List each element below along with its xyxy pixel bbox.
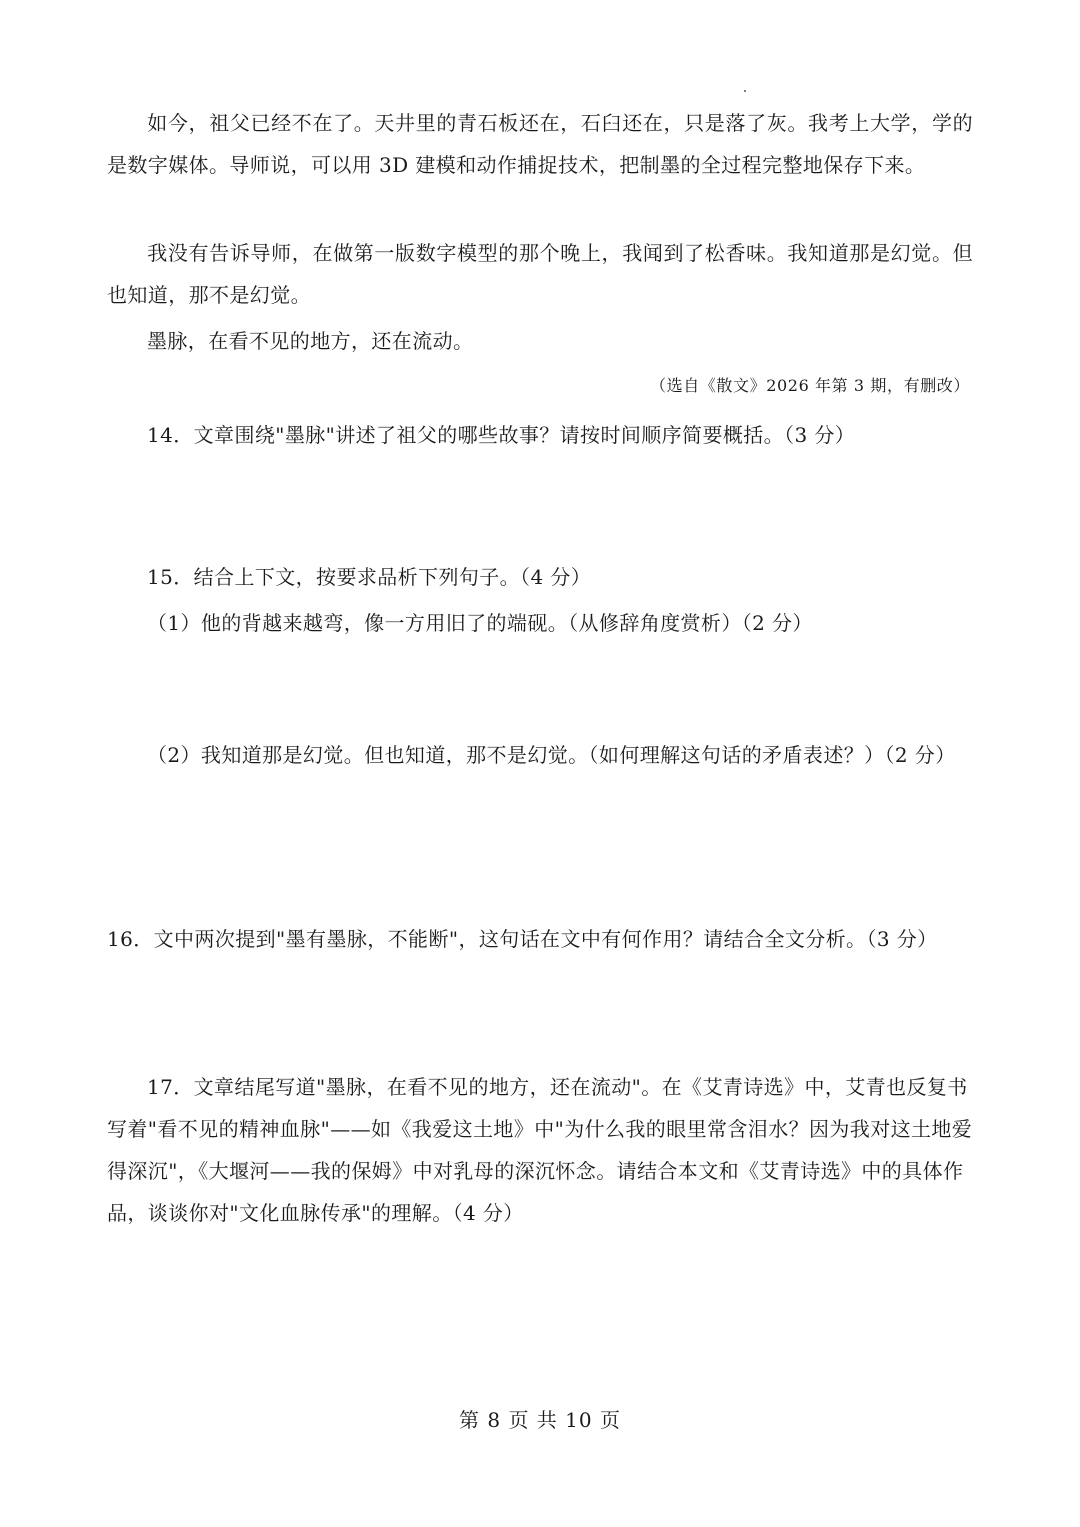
passage-paragraph-1-text: 如今，祖父已经不在了。天井里的青石板还在，石臼还在，只是落了灰。我考上大学，学的是数字媒体。导师说，可以用 3D 建模和动作捕捉技术，把制墨的全过程完整地保存下来。 (107, 111, 973, 177)
question-14-text: 14．文章围绕"墨脉"讲述了祖父的哪些故事？请按时间顺序简要概括。（3 分） (147, 423, 856, 447)
passage-source: （选自《散文》2026 年第 3 期，有删改） (650, 376, 970, 395)
passage-paragraph-3 (107, 320, 973, 362)
question-14 (107, 414, 973, 456)
passage-paragraph-3-text: 墨脉，在看不见的地方，还在流动。 (147, 329, 474, 353)
question-15-part-1-text: （1）他的背越来越弯，像一方用旧了的端砚。（从修辞角度赏析）（2 分） (147, 611, 813, 635)
question-15-part-1 (107, 602, 973, 644)
question-17-text: 17．文章结尾写道"墨脉，在看不见的地方，还在流动"。在《艾青诗选》中，艾青也反复书写着"看不见的精神血脉"——如《我爱这土地》中"为什么我的眼里常含泪水？因为我对这土地爱得深沉"，《大堰河——我的保姆》中对乳母的深沉怀念。请结合本文和《艾青诗选》中的具体作品，谈谈你对"文化血脉传承"的理解。（4 分） (107, 1075, 973, 1225)
question-15-part-2 (107, 734, 973, 776)
question-16 (107, 876, 973, 960)
question-15 (107, 556, 973, 598)
passage-paragraph-2 (107, 232, 973, 316)
page-number: 第 8 页 共 10 页 (459, 1408, 621, 1432)
stray-dot (744, 90, 746, 92)
passage-paragraph-1 (107, 102, 973, 186)
question-15-text: 15．结合上下文，按要求品析下列句子。（4 分） (147, 565, 592, 589)
question-15-part-2-text: （2）我知道那是幻觉。但也知道，那不是幻觉。（如何理解这句话的矛盾表述？）（2 分） (147, 743, 956, 767)
passage-paragraph-2-text: 我没有告诉导师，在做第一版数字模型的那个晚上，我闻到了松香味。我知道那是幻觉。但也知道，那不是幻觉。 (107, 241, 973, 307)
question-16-text: 16．文中两次提到"墨有墨脉，不能断"，这句话在文中有何作用？请结合全文分析。（3 分） (107, 927, 938, 951)
question-17 (107, 1066, 973, 1234)
